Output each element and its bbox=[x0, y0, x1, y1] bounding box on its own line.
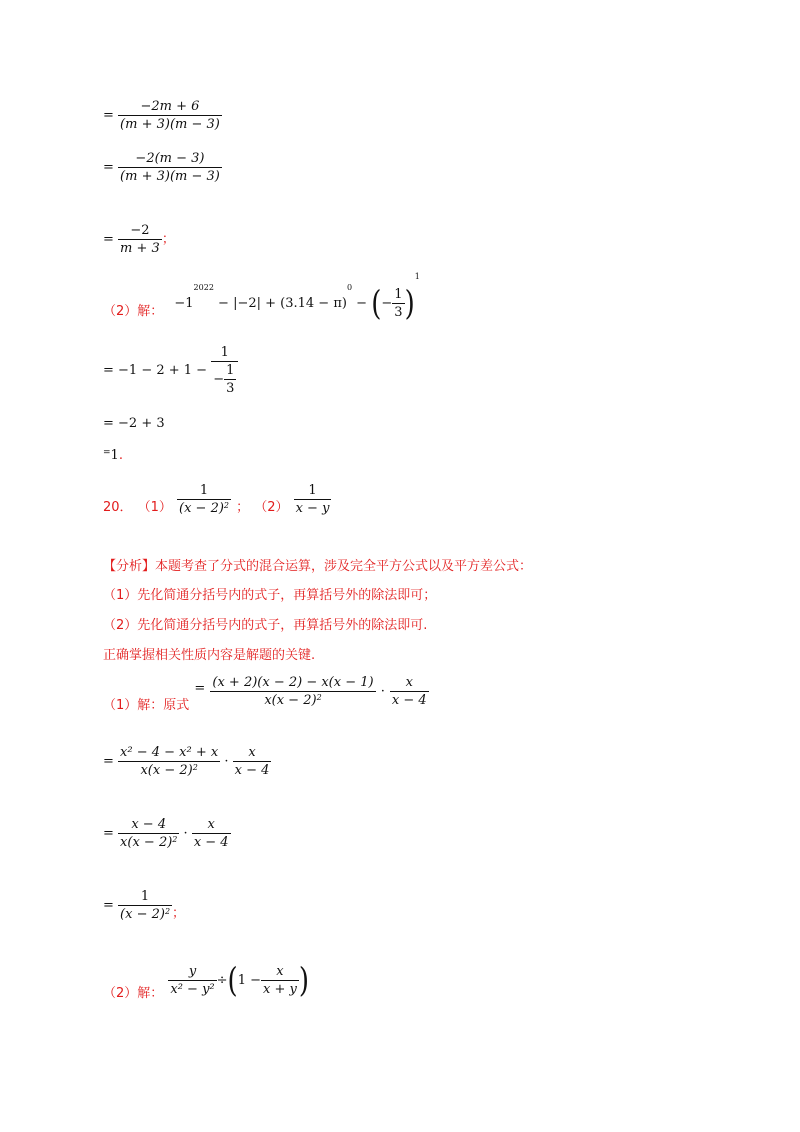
math-step-5: = −1 − 2 + 1 − 1 − $\frac{1}{3}$ bbox=[103, 344, 238, 397]
numerator: −2m + 6 bbox=[118, 98, 222, 116]
answer-1: $\frac{1}{(x - 2)^2}$ bbox=[179, 483, 230, 516]
left-paren: ( bbox=[227, 961, 238, 1000]
fraction: $\frac{x - 4}{x(x - 2)^2}$ bbox=[120, 817, 178, 850]
analysis-line-4: 正确掌握相关性质内容是解题的关键. bbox=[103, 648, 316, 663]
math-step-2 bbox=[103, 150, 222, 185]
fraction: $\frac{1}{3}$ bbox=[394, 287, 403, 320]
part-label: （2）解： bbox=[103, 304, 164, 319]
complex-fraction: 1 − $\frac{1}{3}$ bbox=[211, 344, 238, 397]
equals-sign: = bbox=[103, 160, 114, 175]
part2-expression: $-1^{2022} - |-2| + (3.14 - \pi)^0$ − (− $\frac{1}{3}$ )$^1$ bbox=[174, 272, 420, 323]
fraction: $\frac{x}{x - 4}$ bbox=[193, 817, 229, 850]
left-paren: ( bbox=[371, 284, 382, 323]
solution-1-line-4: = $\frac{1}{(x - 2)^2}$ ； bbox=[103, 889, 186, 922]
question-20-answer: 20． （1） $\frac{1}{(x - 2)^2}$ ； （2） $\frac{1}{x - y}$ bbox=[103, 483, 330, 516]
answer-2: $\frac{1}{x - y}$ bbox=[295, 483, 330, 516]
analysis-line-3: （2）先化简通分括号内的式子，再算括号外的除法即可. bbox=[103, 618, 428, 633]
solution-2-line-1: （2）解： $\frac{y}{\text{x² − y²}}$ ÷(1 − $\frac{x}{x + y}$ ) bbox=[103, 961, 309, 1001]
fraction: $\frac{x}{x + y}$ bbox=[263, 964, 297, 997]
math-step-1 bbox=[103, 98, 222, 133]
math-step-3 bbox=[103, 222, 175, 257]
right-paren: ) bbox=[298, 961, 309, 1000]
math-step-6: = −2 + 3 bbox=[103, 416, 165, 431]
denominator: (m + 3)(m − 3) bbox=[120, 169, 220, 184]
part-label: （2）解： bbox=[103, 986, 164, 1001]
fraction bbox=[118, 150, 222, 185]
numerator: −2(m − 3) bbox=[118, 150, 222, 168]
fraction: $\frac{x}{x - 4}$ bbox=[234, 745, 270, 778]
analysis-line-2: （1）先化简通分括号内的式子，再算括号外的除法即可； bbox=[103, 588, 437, 603]
fraction: $\frac{y}{\text{x² − y²}}$ bbox=[170, 964, 215, 997]
fraction bbox=[118, 98, 222, 133]
fraction: $\frac{\text{x² − 4 − x² + x}}{x(x - 2)^2}$ bbox=[120, 745, 219, 778]
punctuation: ； bbox=[161, 232, 175, 247]
solution-1-line-1: （1）解：原式 = $\frac{(x + 2)(x - 2) - x(x - 1)}{x(x - 2)^2}$ · $\frac{x}{x - 4}$ bbox=[103, 675, 427, 713]
denominator: (m + 3)(m − 3) bbox=[120, 117, 220, 132]
fraction bbox=[118, 222, 162, 257]
question-number: 20． bbox=[103, 500, 133, 515]
solution-1-line-2: = $\frac{\text{x² − 4 − x² + x}}{x(x - 2)^2}$ · $\frac{x}{x - 4}$ bbox=[103, 745, 270, 778]
solution-1-line-3: = $\frac{x - 4}{x(x - 2)^2}$ · $\frac{x}{x - 4}$ bbox=[103, 817, 229, 850]
fraction: $\frac{(x + 2)(x - 2) - x(x - 1)}{x(x - 2)^2}$ bbox=[212, 675, 374, 708]
numerator: −2 bbox=[118, 222, 162, 240]
right-paren: ) bbox=[404, 284, 415, 323]
analysis-line-1: 【分析】本题考查了分式的混合运算，涉及完全平方公式以及平方差公式： bbox=[103, 559, 533, 574]
analysis-tag: 【分析】 bbox=[103, 559, 156, 574]
equals-sign: = bbox=[103, 108, 114, 123]
math-step-7: =1. bbox=[103, 448, 123, 463]
denominator: m + 3 bbox=[120, 241, 160, 256]
part2-line bbox=[103, 272, 420, 323]
equals-sign: = bbox=[103, 232, 114, 247]
part-label: （1）解： bbox=[103, 698, 164, 713]
fraction: $\frac{x}{x - 4}$ bbox=[391, 675, 427, 708]
fraction: $\frac{1}{(x - 2)^2}$ bbox=[120, 889, 171, 922]
